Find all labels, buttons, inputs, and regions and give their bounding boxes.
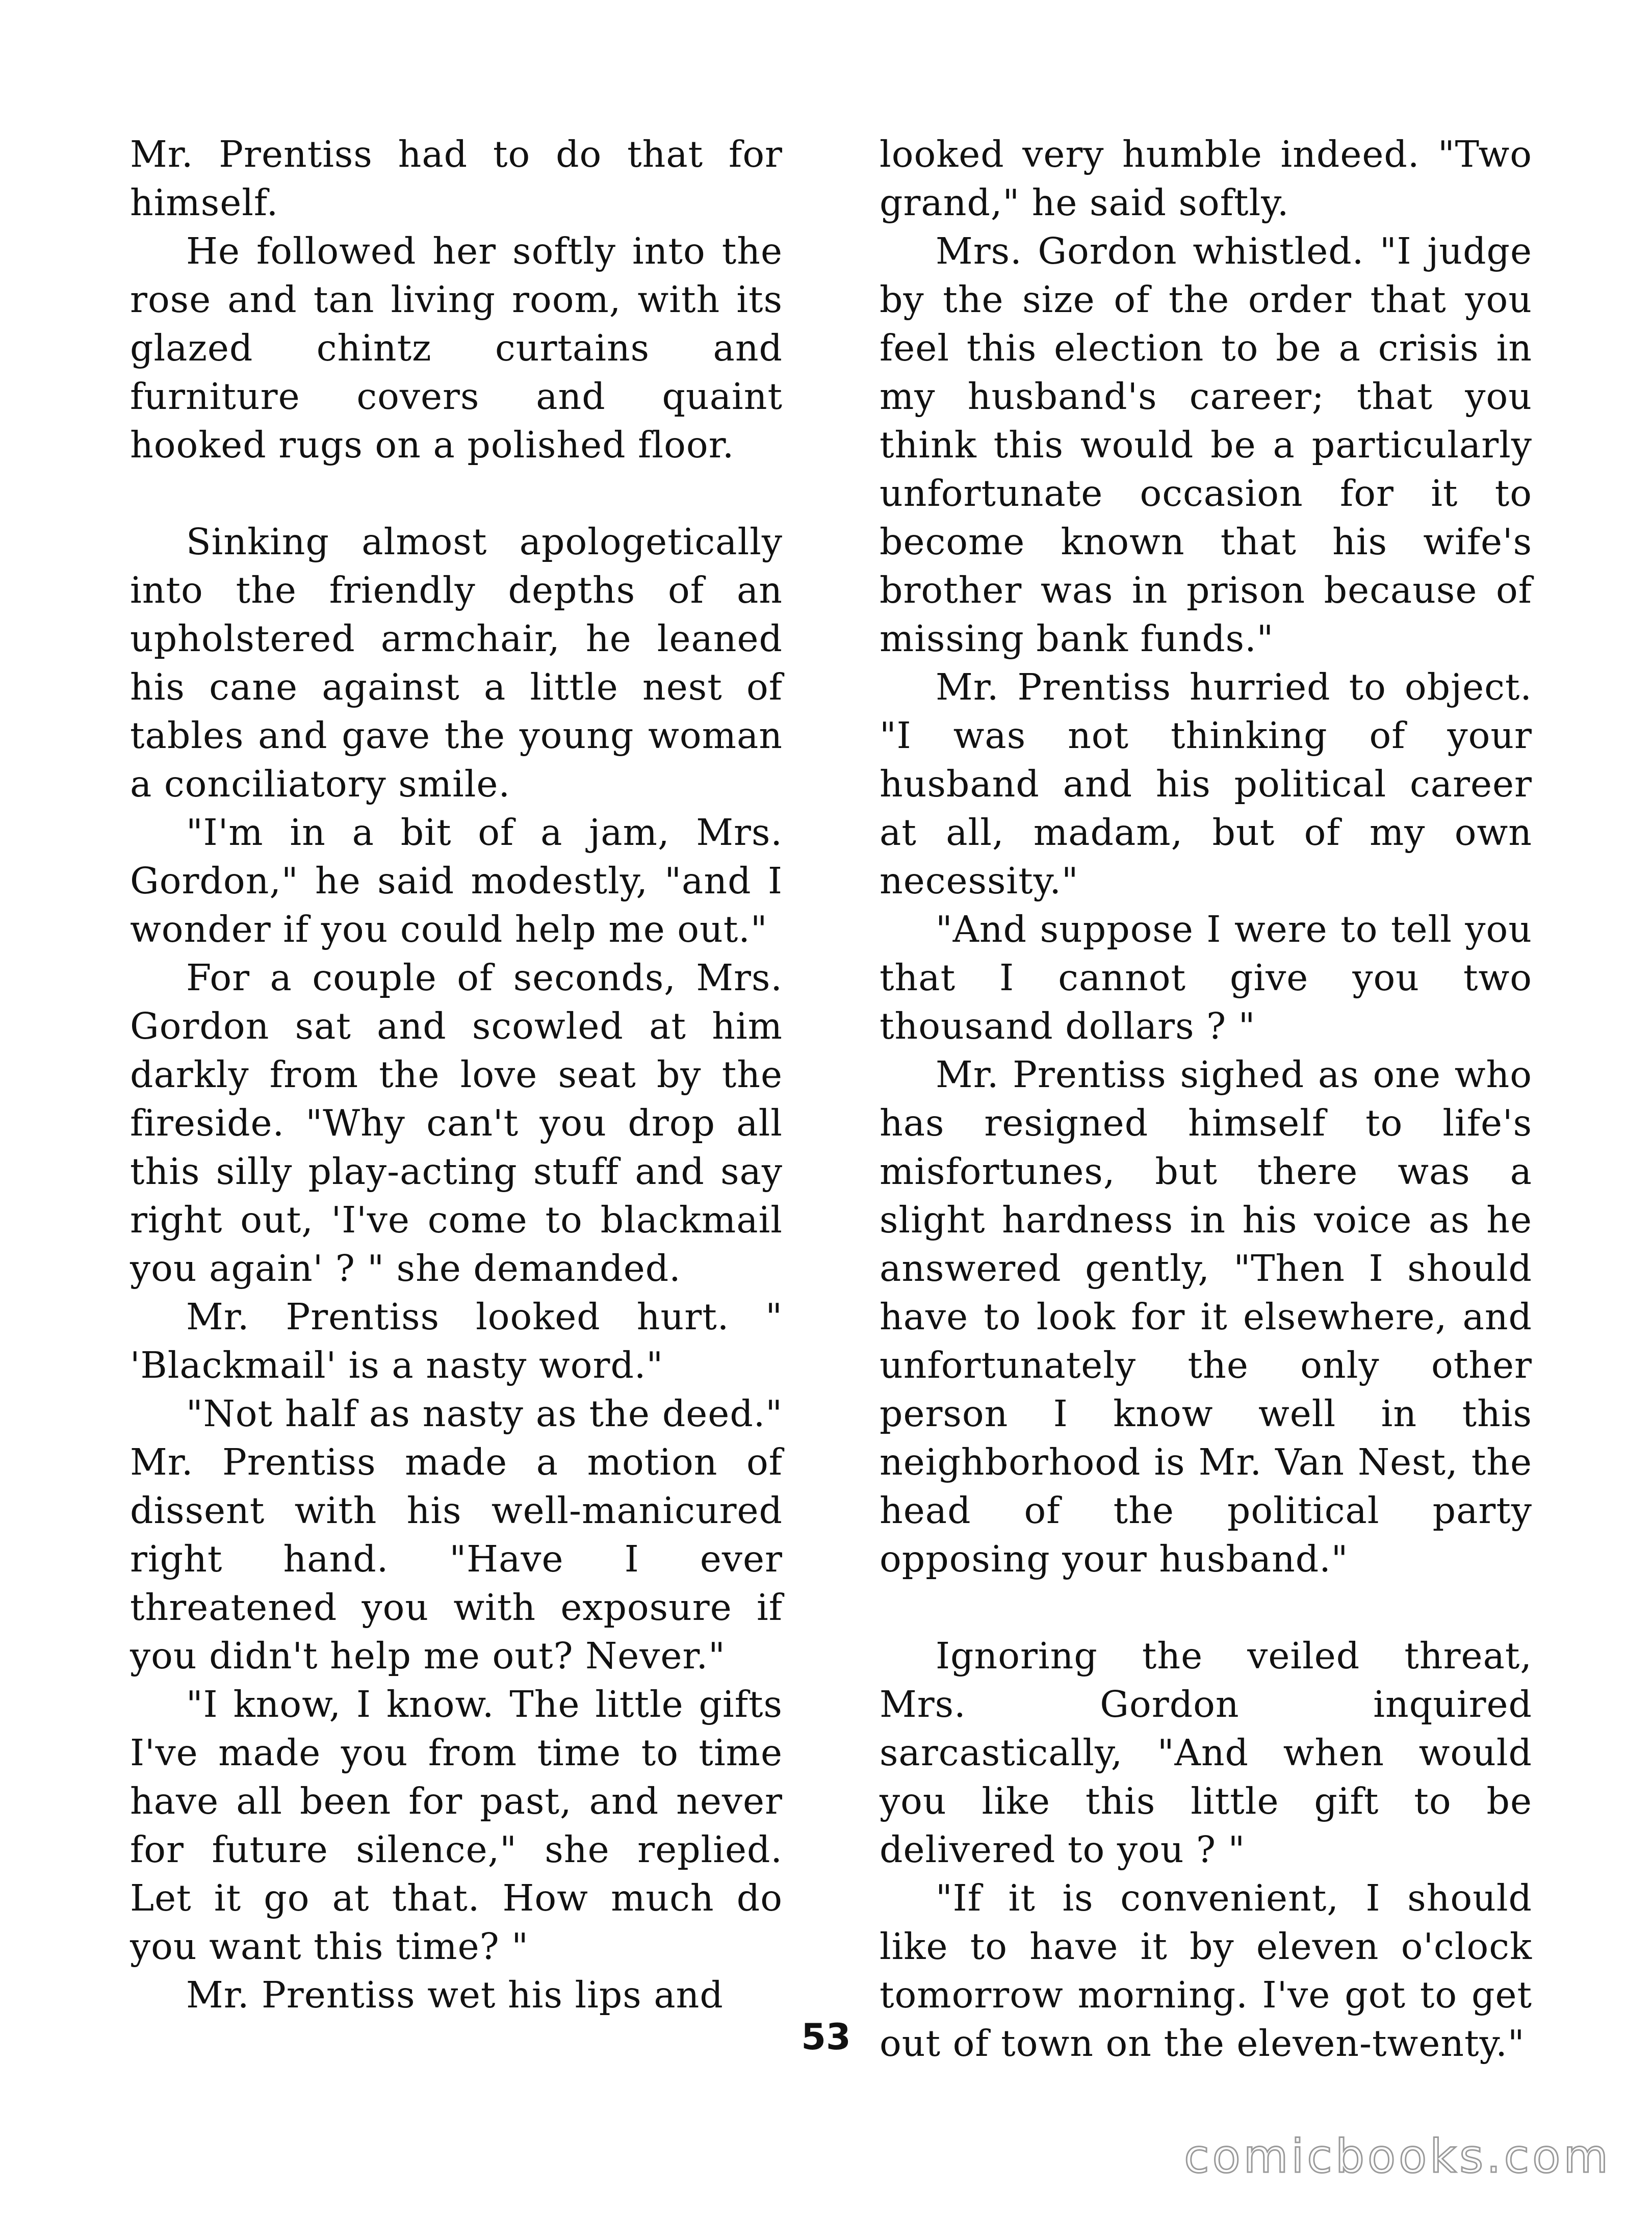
paragraph: Mr. Prentiss looked hurt. " 'Blackmail' is a nasty word." — [130, 1296, 783, 1386]
paragraph: Mr. Prentiss wet his lips and — [186, 1974, 724, 2016]
paragraph: "And suppose I were to tell you that I cannot give you two thousand dollars ? " — [880, 908, 1532, 1047]
paragraph: Mr. Prentiss had to do that for himself. — [130, 133, 783, 224]
page-number: 53 — [801, 2016, 851, 2058]
paragraph: "I'm in a bit of a jam, Mrs. Gordon," he said modestly, "and I wonder if you could help me out." — [130, 811, 783, 950]
watermark: comicbooks.com — [1184, 2130, 1611, 2183]
paragraph: "If it is convenient, I should like to have it by eleven o'clock tomorrow morning. I've got to get out of town on the eleven-twenty." — [880, 1877, 1532, 2065]
paragraph: For a couple of seconds, Mrs. Gordon sat and scowled at him darkly from the love seat by the fireside. "Why can't you drop all this silly play-acting stuff and say right out, 'I've come to blackmail you again' ? " she demanded. — [130, 957, 783, 1289]
paragraph: Mrs. Gordon whistled. "I judge by the size of the order that you feel this election to be a crisis in my husband's career; that you think this would be a particularly unfortunate occasion for it to become known that his wife's brother was in prison because of missing bank funds." — [880, 230, 1532, 660]
paragraph: looked very humble indeed. "Two grand," he said softly. — [880, 133, 1532, 224]
paragraph: Mr. Prentiss sighed as one who has resigned himself to life's misfortunes, but there was a slight hardness in his voice as he answered gently, "Then I should have to look for it elsewhere, and unfortunately the only other person I know well in this neighborhood is Mr. Van Nest, the head of the political party opposing your husband." — [880, 1053, 1532, 1580]
paragraph: "I know, I know. The little gifts I've made you from time to time have all been for past, and never for future silence," she replied. Let it go at that. How much do you want this time? " — [130, 1683, 783, 1968]
paragraph: Mr. Prentiss hurried to object. "I was not thinking of your husband and his political career at all, madam, but of my own necessity." — [880, 666, 1532, 902]
paragraph: Sinking almost apologetically into the friendly depths of an upholstered armchair, he leaned his cane against a little nest of tables and gave the young woman a conciliatory smile. — [130, 521, 783, 805]
right-text-column — [880, 130, 1532, 2068]
paragraph: He followed her softly into the rose and tan living room, with its glazed chintz curtains and furniture covers and quaint hooked rugs on a polished floor. — [130, 230, 783, 466]
paragraph: "Not half as nasty as the deed." Mr. Prentiss made a motion of dissent with his well-manicured right hand. "Have I ever threatened you with exposure if you didn't help me out? Never." — [130, 1392, 783, 1677]
left-text-column — [130, 130, 783, 2019]
paragraph: Ignoring the veiled threat, Mrs. Gordon inquired sarcastically, "And when would you like this little gift to be delivered to you ? " — [880, 1635, 1532, 1871]
